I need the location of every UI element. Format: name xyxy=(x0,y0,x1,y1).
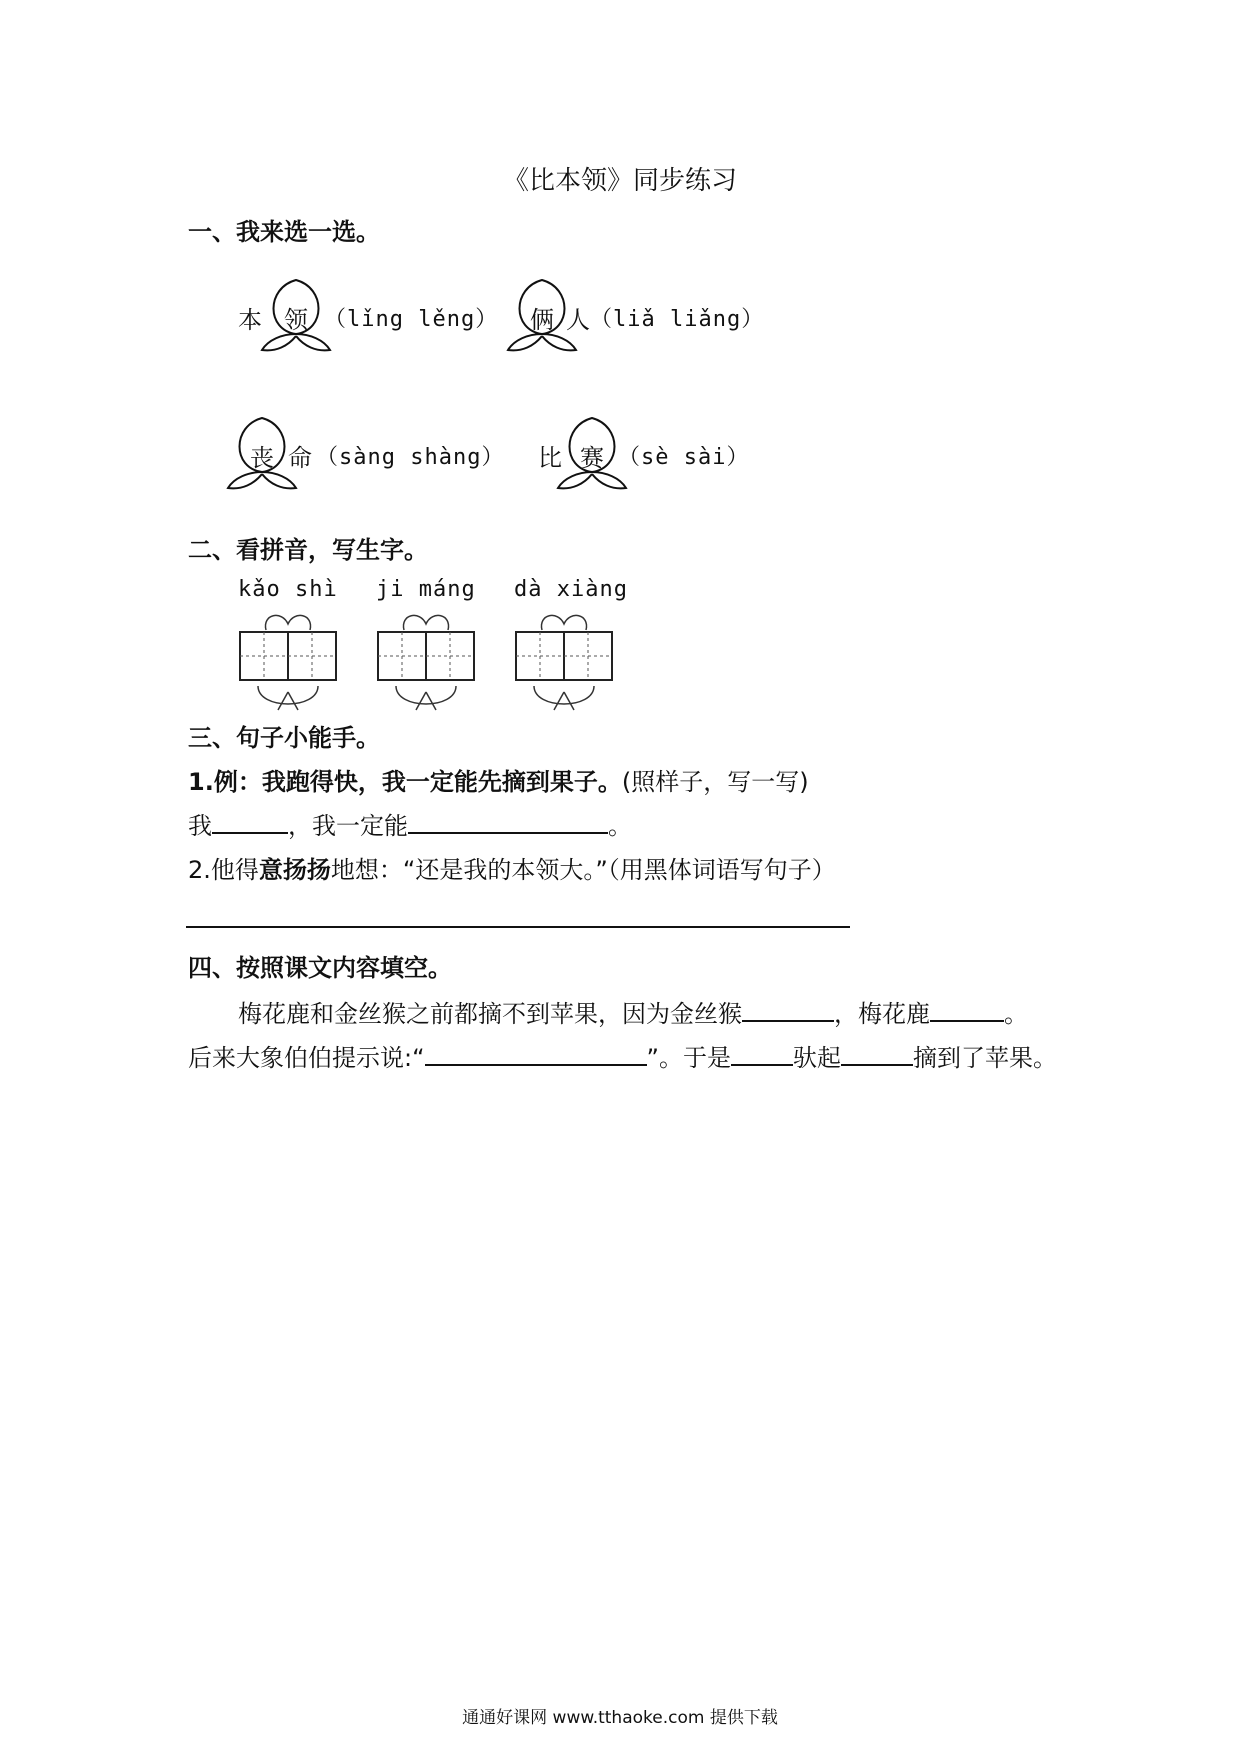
s4-text-f: 驮起 xyxy=(792,1044,841,1072)
item-3-char: 丧 xyxy=(250,444,274,472)
fill-text-c: 。 xyxy=(608,812,632,840)
item-3-suffix: 命 xyxy=(288,444,312,472)
fill-blank[interactable] xyxy=(408,810,608,834)
question-3-1-fill xyxy=(188,806,632,841)
fill-blank[interactable] xyxy=(742,998,834,1022)
tian-grid-icon xyxy=(514,606,614,718)
tian-grid-icon xyxy=(376,606,476,718)
question-3-1 xyxy=(188,762,809,797)
q2-text-a: 2.他得 xyxy=(188,856,259,884)
s4-text-g: 摘到了苹果。 xyxy=(912,1044,1057,1072)
fill-blank[interactable] xyxy=(930,998,1004,1022)
fill-blank[interactable] xyxy=(841,1042,913,1066)
s4-text-c: 。 xyxy=(1004,1000,1028,1028)
writing-grid-1[interactable] xyxy=(238,606,338,718)
q1-prefix: 1.例： xyxy=(188,768,262,796)
section-3-heading: 三、句子小能手。 xyxy=(188,724,380,752)
fill-text-b: ，我一定能 xyxy=(288,812,408,840)
s4-text-a: 梅花鹿和金丝猴之前都摘不到苹果，因为金丝猴 xyxy=(238,1000,742,1028)
pinyin-prompt-2: ji máng xyxy=(376,577,476,602)
fill-text-a: 我 xyxy=(188,812,212,840)
answer-line[interactable] xyxy=(186,926,850,928)
item-1-char: 领 xyxy=(284,306,308,334)
section-1-heading: 一、我来选一选。 xyxy=(188,218,380,246)
item-1-pinyin: （lǐng lěng） xyxy=(324,307,499,332)
s4-text-e: ”。于是 xyxy=(646,1044,731,1072)
item-4-char: 赛 xyxy=(580,444,604,472)
item-3-pinyin: （sàng shàng） xyxy=(316,445,505,470)
item-4-pinyin: （sè sài） xyxy=(618,445,750,470)
q1-instruction: (照样子，写一写) xyxy=(621,768,809,796)
item-1-prefix: 本 xyxy=(238,306,262,334)
fill-blank[interactable] xyxy=(425,1042,647,1066)
s4-text-d: 后来大象伯伯提示说:“ xyxy=(188,1044,425,1072)
q1-example-sentence: 我跑得快，我一定能先摘到果子。 xyxy=(261,768,622,796)
item-2-pinyin: （liǎ liǎng） xyxy=(590,307,765,332)
q2-text-b: 地想：“还是我的本领大。”（用黑体词语写句子） xyxy=(330,856,836,884)
fill-blank[interactable] xyxy=(731,1042,793,1066)
section-4-heading: 四、按照课文内容填空。 xyxy=(188,954,452,982)
s4-text-b: ，梅花鹿 xyxy=(834,1000,930,1028)
section-2-heading: 二、看拼音，写生字。 xyxy=(188,536,428,564)
tian-grid-icon xyxy=(238,606,338,718)
item-2-suffix: 人 xyxy=(566,306,590,334)
section-4-line-2 xyxy=(188,1038,1057,1073)
pinyin-prompt-3: dà xiàng xyxy=(514,577,628,602)
pinyin-prompt-1: kǎo shì xyxy=(238,577,338,602)
section-4-line-1 xyxy=(238,994,1028,1029)
q2-bold-word: 意扬扬 xyxy=(258,856,331,884)
writing-grid-3[interactable] xyxy=(514,606,614,718)
footer-source: 通通好课网 www.tthaoke.com 提供下载 xyxy=(462,1708,778,1728)
fill-blank[interactable] xyxy=(212,810,288,834)
question-3-2 xyxy=(188,850,836,885)
page-title: 《比本领》同步练习 xyxy=(502,166,737,196)
item-4-prefix: 比 xyxy=(538,444,562,472)
item-2-char: 俩 xyxy=(530,306,554,334)
writing-grid-2[interactable] xyxy=(376,606,476,718)
